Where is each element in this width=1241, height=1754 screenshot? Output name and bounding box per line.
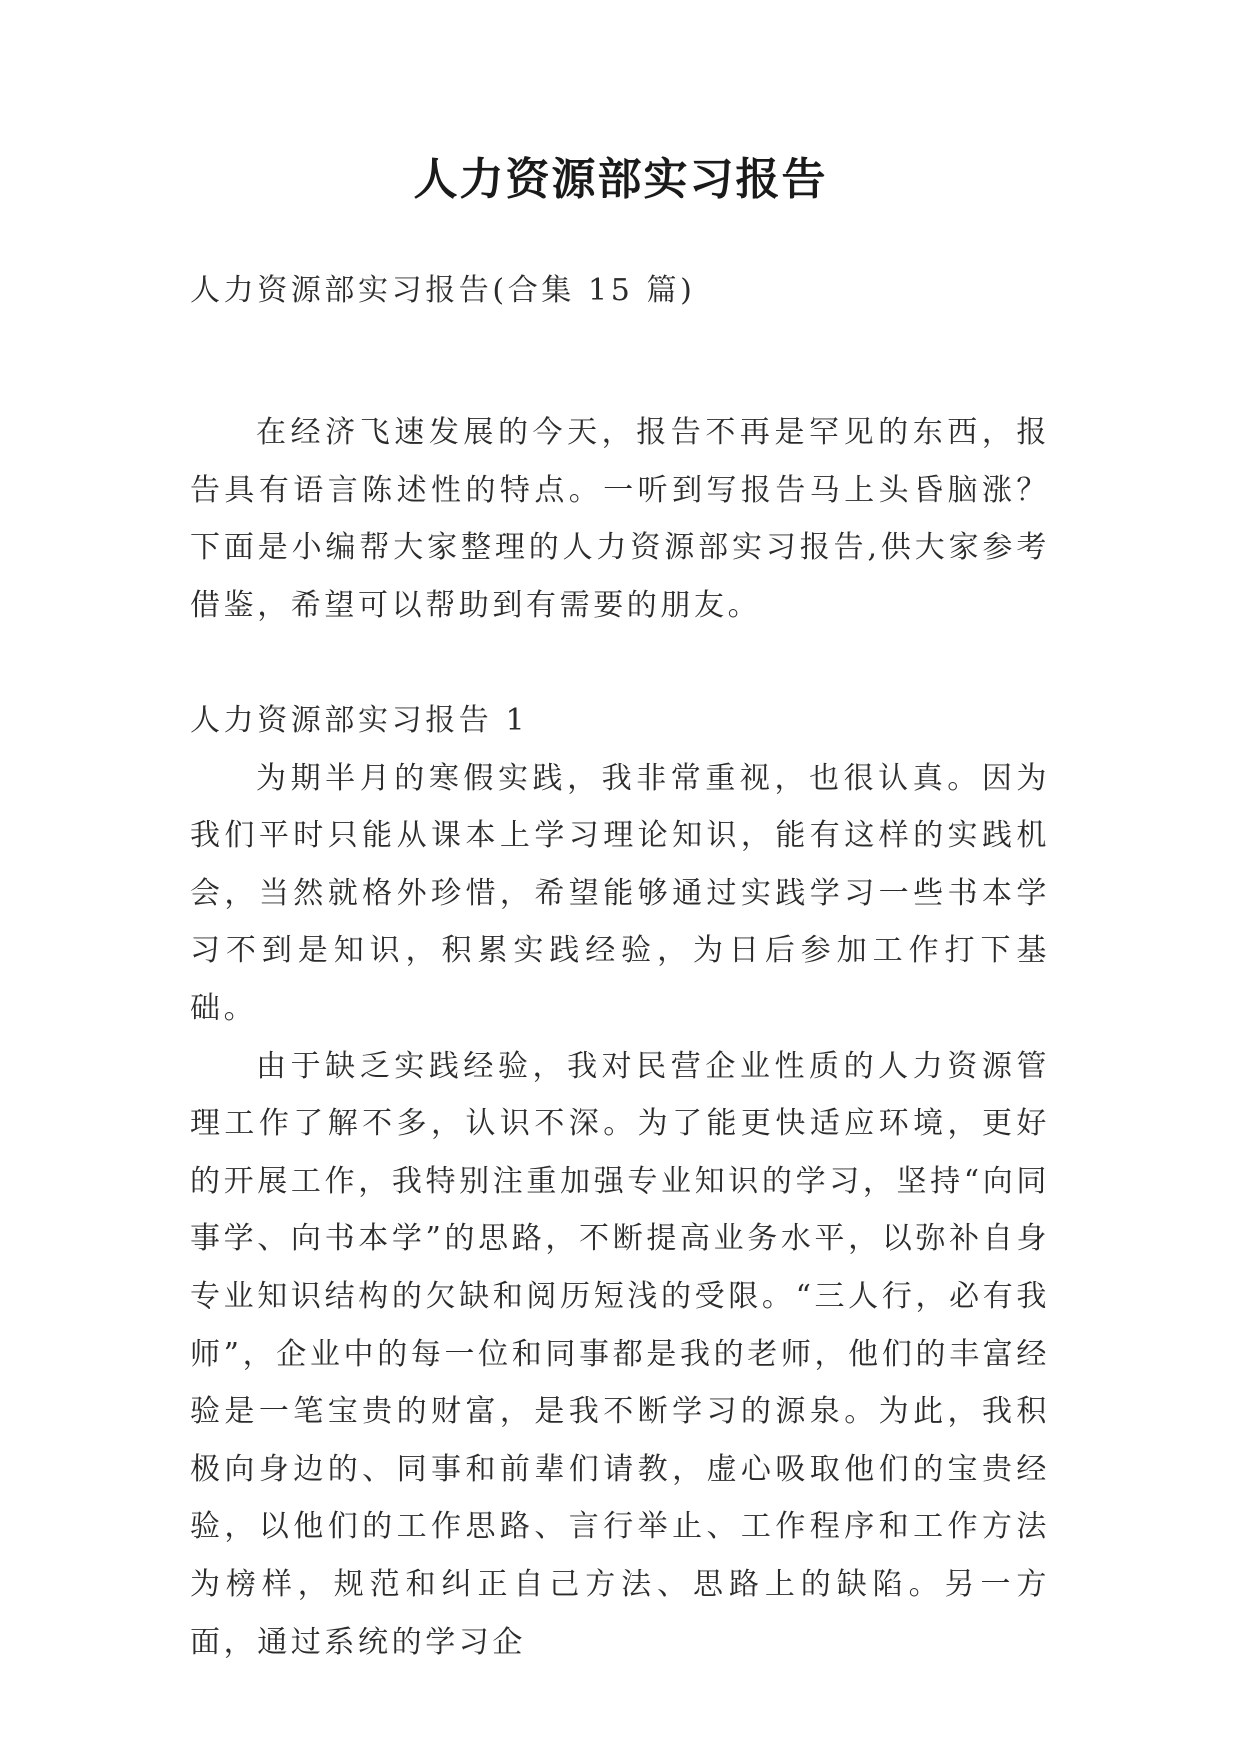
intro-paragraph: 在经济飞速发展的今天，报告不再是罕见的东西，报告具有语言陈述性的特点。一听到写报告马上头昏脑涨？下面是小编帮大家整理的人力资源部实习报告,供大家参考借鉴，希望可以帮助到有需要的朋友。 (190, 415, 1050, 623)
section-paragraph: 由于缺乏实践经验，我对民营企业性质的人力资源管理工作了解不多，认识不深。为了能更快适应环境，更好的开展工作，我特别注重加强专业知识的学习，坚持“向同事学、向书本学”的思路，不断提高业务水平，以弥补自身专业知识结构的欠缺和阅历短浅的受限。“三人行，必有我师”，企业中的每一位和同事都是我的老师，他们的丰富经验是一笔宝贵的财富，是我不断学习的源泉。为此，我积极向身边的、同事和前辈们请教，虚心吸取他们的宝贵经验，以他们的工作思路、言行举止、工作程序和工作方法为榜样，规范和纠正自己方法、思路上的缺陷。另一方面，通过系统的学习企 (190, 1048, 1050, 1660)
subtitle-text: 人力资源部实习报告(合集 15 篇) (190, 273, 696, 308)
section-1 (190, 692, 1050, 1671)
section-heading: 人力资源部实习报告 1 (190, 703, 529, 738)
document-title: 人力资源部实习报告 (413, 154, 828, 205)
document-subtitle (190, 262, 1050, 320)
section-paragraph: 为期半月的寒假实践，我非常重视，也很认真。因为我们平时只能从课本上学习理论知识，能有这样的实践机会，当然就格外珍惜，希望能够通过实践学习一些书本学习不到是知识，积累实践经验，为日后参加工作打下基础。 (190, 760, 1050, 1026)
intro-paragraph-block (190, 404, 1050, 634)
